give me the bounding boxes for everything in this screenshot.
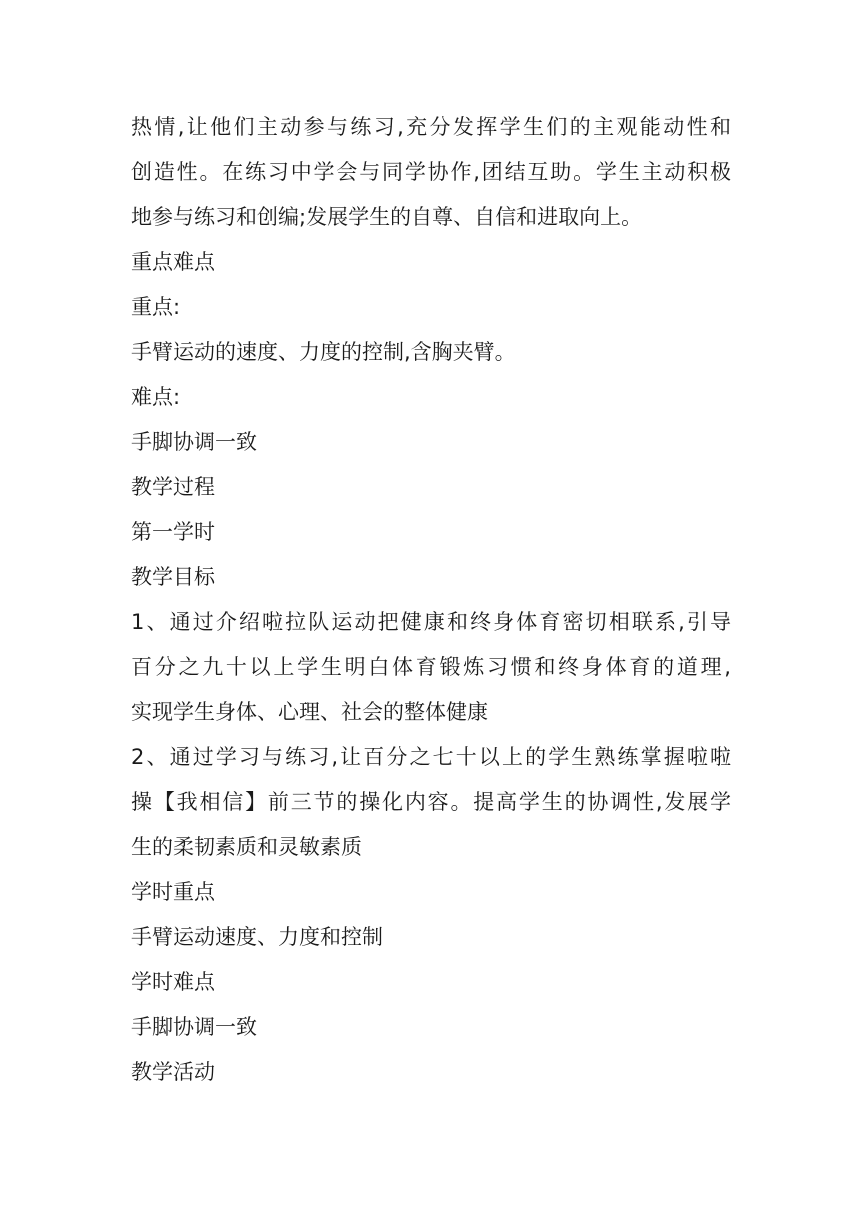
text-line: 第一学时 xyxy=(131,520,215,544)
text-line: 重点难点 xyxy=(131,250,215,274)
text-line: 百分之九十以上学生明白体育锻炼习惯和终身体育的道理, xyxy=(131,655,731,679)
text-line: 手脚协调一致 xyxy=(131,430,257,454)
key-point-text xyxy=(131,330,731,375)
document-body xyxy=(131,105,731,1095)
text-line: 学时难点 xyxy=(131,970,215,994)
text-line: 教学目标 xyxy=(131,565,215,589)
text-line: 热情,让他们主动参与练习,充分发挥学生们的主观能动性和 xyxy=(131,115,731,139)
heading-first-lesson xyxy=(131,510,731,555)
text-line: 操【我相信】前三节的操化内容。提高学生的协调性,发展学 xyxy=(131,790,731,814)
heading-teaching-objectives xyxy=(131,555,731,600)
text-line: 实现学生身体、心理、社会的整体健康 xyxy=(131,700,488,724)
text-line: 1、通过介绍啦拉队运动把健康和终身体育密切相联系,引导 xyxy=(131,610,731,634)
lesson-difficult-point-text xyxy=(131,1005,731,1050)
text-line: 手臂运动速度、力度和控制 xyxy=(131,925,383,949)
objective-item-1 xyxy=(131,600,731,735)
text-line: 教学活动 xyxy=(131,1060,215,1084)
heading-lesson-difficult-point xyxy=(131,960,731,1005)
text-line: 2、通过学习与练习,让百分之七十以上的学生熟练掌握啦啦 xyxy=(131,745,731,769)
objective-item-2 xyxy=(131,735,731,870)
text-line: 地参与练习和创编;发展学生的自尊、自信和进取向上。 xyxy=(131,205,643,229)
text-line: 重点: xyxy=(131,295,181,319)
text-line: 生的柔韧素质和灵敏素质 xyxy=(131,835,362,859)
text-line: 难点: xyxy=(131,385,181,409)
label-difficult-point xyxy=(131,375,731,420)
heading-teaching-process xyxy=(131,465,731,510)
heading-lesson-key-point xyxy=(131,870,731,915)
text-line: 学时重点 xyxy=(131,880,215,904)
text-line: 教学过程 xyxy=(131,475,215,499)
difficult-point-text xyxy=(131,420,731,465)
text-line: 创造性。在练习中学会与同学协作,团结互助。学生主动积极 xyxy=(131,160,731,184)
heading-teaching-activities xyxy=(131,1050,731,1095)
label-key-point xyxy=(131,285,731,330)
paragraph-intro xyxy=(131,105,731,240)
text-line: 手脚协调一致 xyxy=(131,1015,257,1039)
heading-key-difficult-points xyxy=(131,240,731,285)
text-line: 手臂运动的速度、力度的控制,含胸夹臂。 xyxy=(131,340,516,364)
lesson-key-point-text xyxy=(131,915,731,960)
